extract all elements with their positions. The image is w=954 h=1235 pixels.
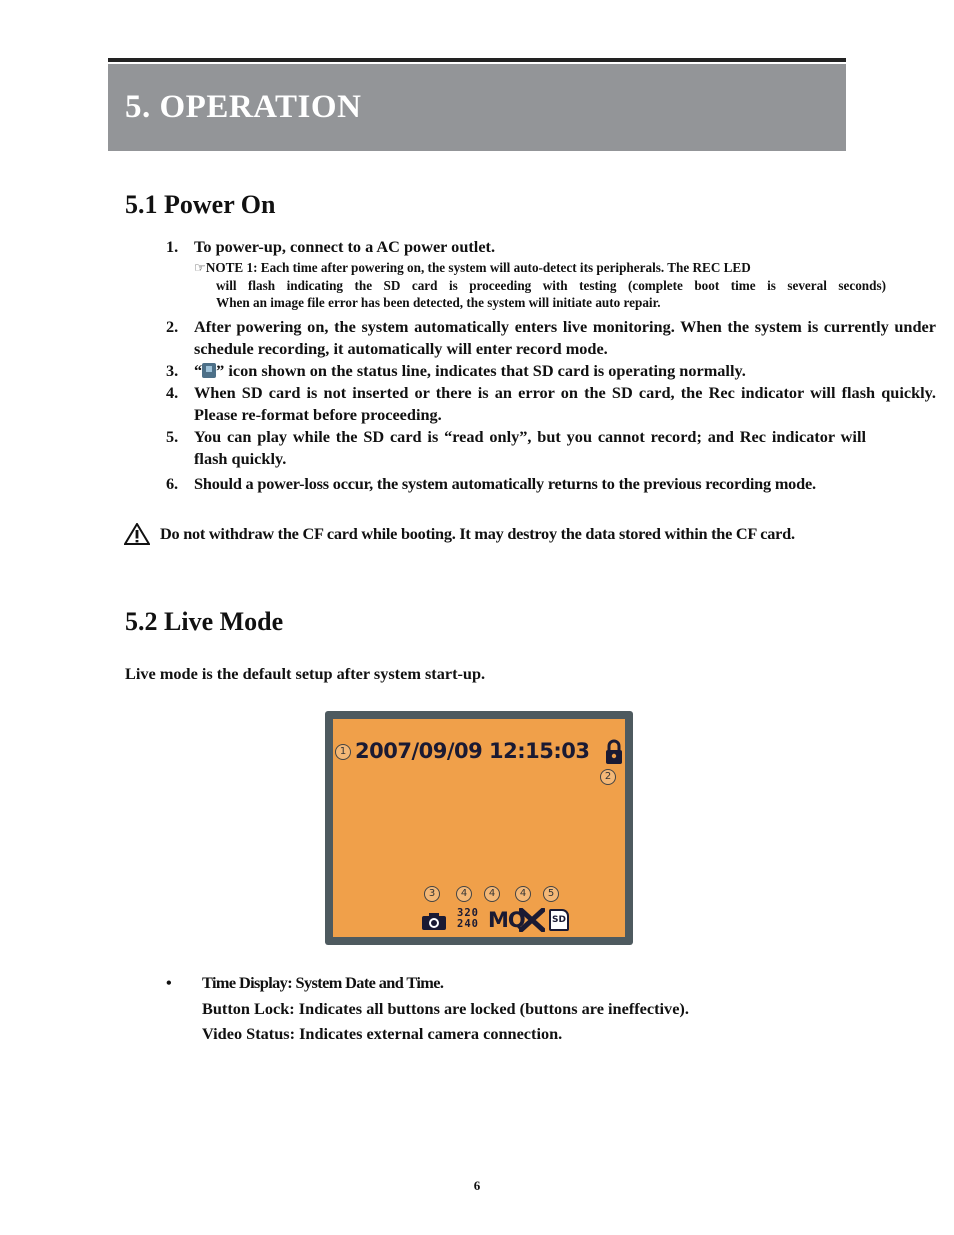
section-heading-power-on: 5.1 Power On bbox=[125, 190, 276, 219]
resolution-height: 240 bbox=[457, 918, 479, 930]
bullet-text-button-lock: Button Lock: Indicates all buttons are locked (buttons are ineffective). bbox=[202, 998, 689, 1018]
quality-indicator: MQ bbox=[488, 908, 525, 932]
callout-3: 3 bbox=[424, 886, 440, 902]
list-item bbox=[166, 236, 936, 258]
list-item bbox=[166, 426, 866, 470]
bullet-line bbox=[166, 1021, 689, 1047]
section-heading-live-mode: 5.2 Live Mode bbox=[125, 607, 284, 636]
item-number: 6. bbox=[166, 473, 178, 493]
item-text: When SD card is not inserted or there is an error on the SD card, the Rec indicator will flash quickly. Please re-format before proceeding. bbox=[194, 382, 936, 424]
note-line-3: When an image file error has been detected, the system will initiate auto repair. bbox=[216, 295, 661, 310]
list-item bbox=[166, 382, 936, 426]
callout-5: 5 bbox=[543, 886, 559, 902]
item-text: After powering on, the system automatically enters live monitoring. When the system is currently under schedule recording, it automatically will enter record mode. bbox=[194, 316, 936, 358]
power-on-list bbox=[166, 236, 936, 495]
pointing-hand-icon: ☞ bbox=[194, 260, 206, 275]
bullet-marker: • bbox=[166, 973, 172, 992]
warning-text: Do not withdraw the CF card while booting. It may destroy the data stored within the CF card. bbox=[160, 524, 795, 543]
note-line-2: will flash indicating the SD card is proceeding with testing (complete boot time is several seconds) bbox=[216, 277, 886, 293]
bullet-text-time-display: Time Display: System Date and Time. bbox=[202, 973, 444, 992]
warning-note bbox=[124, 523, 795, 545]
chapter-title: 5. OPERATION bbox=[125, 89, 362, 125]
callout-1: 1 bbox=[335, 744, 351, 760]
no-signal-x-icon bbox=[519, 908, 545, 932]
item-text bbox=[194, 360, 936, 382]
camera-icon bbox=[421, 911, 447, 931]
item-text: To power-up, connect to a AC power outlet. bbox=[194, 237, 496, 256]
item-text-rest: ” icon shown on the status line, indicates that SD card is operating normally. bbox=[216, 360, 746, 380]
callout-4: 4 bbox=[456, 886, 472, 902]
item-text: Should a power-loss occur, the system automatically returns to the previous recording mode. bbox=[194, 473, 816, 493]
callout-4: 4 bbox=[515, 886, 531, 902]
live-mode-screen-frame bbox=[325, 711, 633, 945]
item-number: 2. bbox=[166, 316, 179, 336]
item-number: 5. bbox=[166, 426, 179, 446]
item-number: 1. bbox=[166, 237, 179, 256]
warning-triangle-icon bbox=[124, 523, 150, 545]
live-mode-screen bbox=[333, 719, 625, 937]
resolution-width: 320 bbox=[457, 907, 479, 919]
live-mode-intro: Live mode is the default setup after system start-up. bbox=[125, 664, 486, 683]
bullet-text-video-status: Video Status: Indicates external camera connection. bbox=[202, 1024, 563, 1043]
item-number: 3. bbox=[166, 360, 179, 380]
item-text: You can play while the SD card is “read only”, but you cannot record; and Rec indicator will flash quickly. bbox=[194, 426, 866, 468]
sd-card-status-icon: SD bbox=[549, 909, 569, 931]
list-item bbox=[166, 360, 936, 382]
bullet-line bbox=[166, 970, 689, 996]
lock-icon bbox=[604, 739, 624, 765]
list-item bbox=[166, 473, 936, 495]
callout-2: 2 bbox=[600, 769, 616, 785]
top-rule bbox=[108, 58, 846, 62]
page-number: 6 bbox=[473, 1178, 481, 1193]
resolution-display bbox=[457, 908, 479, 930]
time-display: 2007/09/09 12:15:03 bbox=[355, 739, 590, 763]
sd-card-icon bbox=[202, 363, 216, 378]
open-quote: “ bbox=[194, 360, 203, 380]
bullet-line bbox=[166, 996, 689, 1022]
chapter-banner bbox=[108, 64, 846, 151]
live-mode-bullets bbox=[166, 970, 689, 1047]
list-item bbox=[166, 316, 936, 360]
note-line-1: NOTE 1: Each time after powering on, the system will auto-detect its peripherals. The REC LED bbox=[205, 260, 751, 275]
note-1 bbox=[194, 259, 886, 312]
item-number: 4. bbox=[166, 382, 179, 402]
callout-4: 4 bbox=[484, 886, 500, 902]
